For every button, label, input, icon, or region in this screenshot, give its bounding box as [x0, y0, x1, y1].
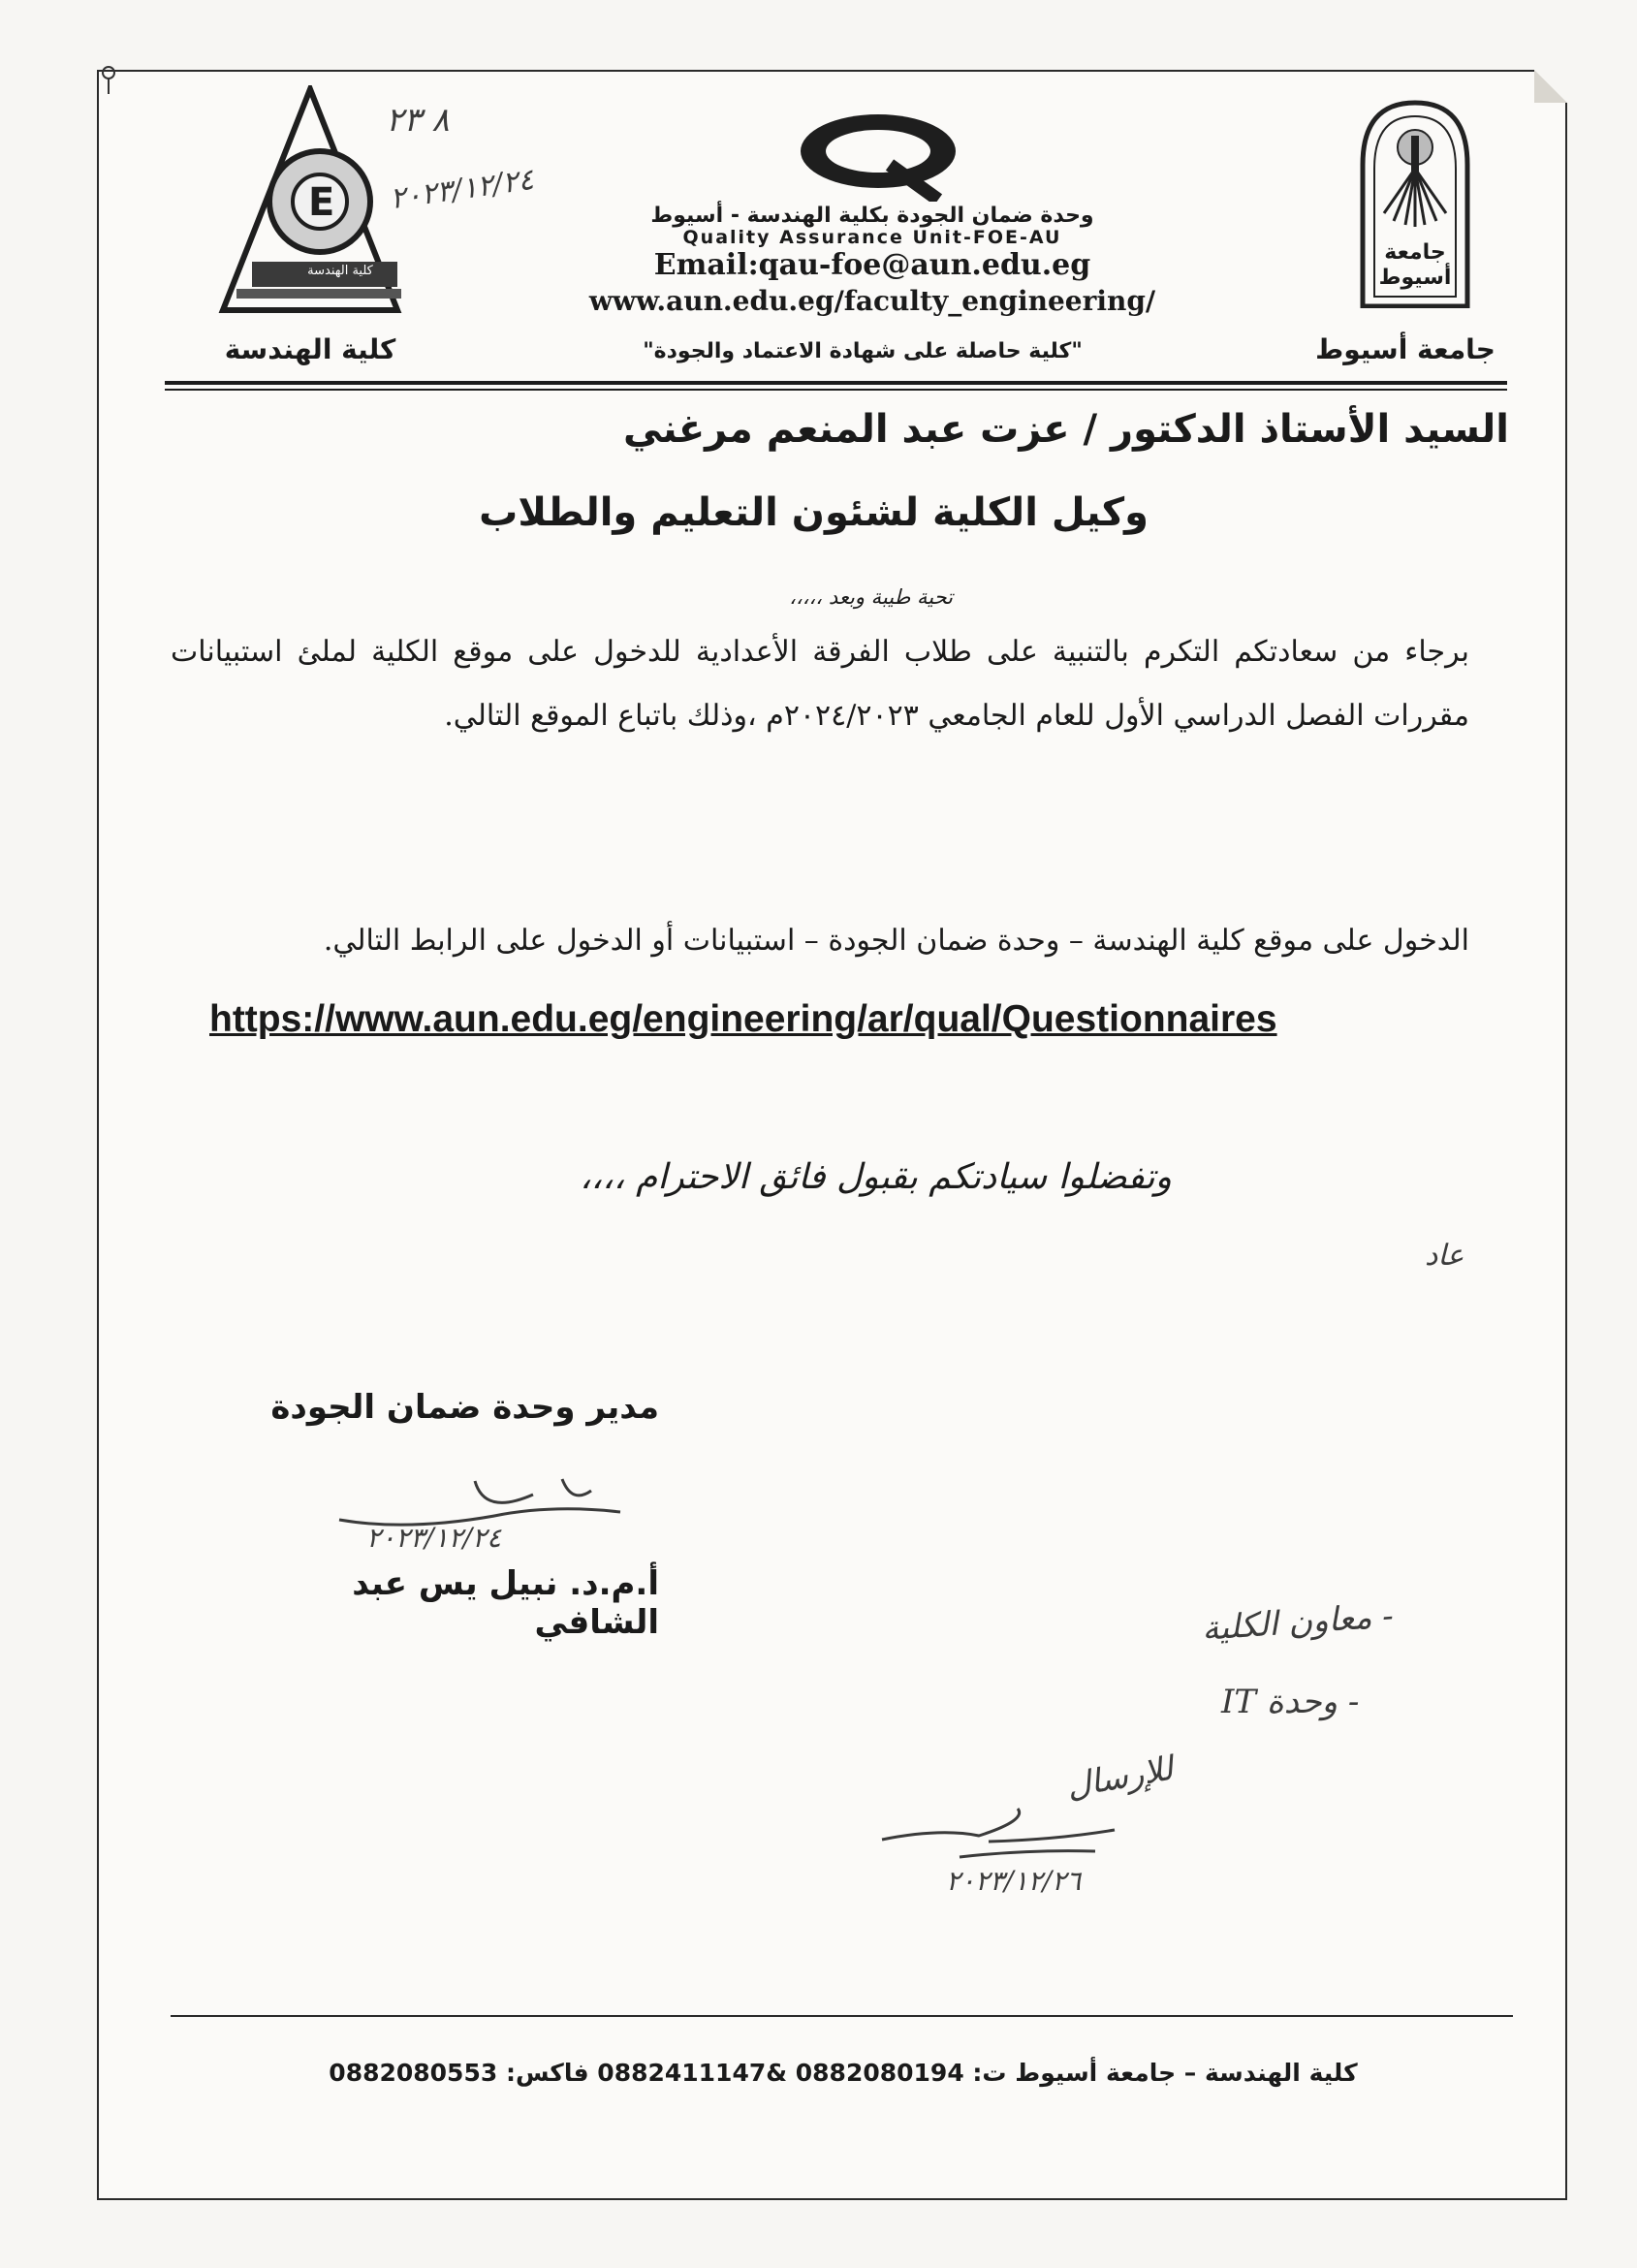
unit-email: Email:qau-foe@aun.edu.eg	[653, 248, 1091, 282]
pin-icon	[100, 66, 117, 95]
header-rule	[165, 381, 1507, 385]
unit-name-english: Quality Assurance Unit-FOE-AU	[682, 227, 1062, 248]
body-paragraph: برجاء من سعادتكم التكرم بالتنبية على طلاب الفرقة الأعدادية للدخول على موقع الكلية لملئ استبيانات مقررات الفصل الدراسي الأول للعام الجامعي ٢٠٢٤/٢٠٢٣م ،وذلك باتباع الموقع التالي.	[171, 635, 1469, 733]
faculty-website: www.aun.edu.eg/faculty_engineering/	[588, 285, 1156, 317]
annotation-date: ٢٠٢٣/١٢/٢٦	[946, 1865, 1082, 1897]
footer-contact: كلية الهندسة – جامعة أسيوط ت: 0882080194 &0882411147 فاكس: 0882080553	[329, 2059, 1358, 2087]
signature-name: أ.م.د. نبيل يس عبد الشافي	[352, 1564, 659, 1642]
handwritten-reference-date: ٢٠٢٣/١٢/٢٤	[388, 162, 536, 217]
signature-title: مدير وحدة ضمان الجودة	[270, 1388, 659, 1427]
quality-assurance-logo	[793, 109, 963, 202]
questionnaires-link[interactable]: https://www.aun.edu.eg/engineering/ar/qual/Questionnaires	[209, 998, 1277, 1040]
svg-text:E: E	[308, 180, 335, 225]
greeting: تحية طيبة وبعد ،،،،،	[789, 585, 953, 609]
university-logo	[1355, 97, 1475, 308]
footer-rule	[171, 2015, 1513, 2017]
faculty-logo-text: كلية الهندسة	[307, 264, 373, 278]
annotation-line-2: - وحدة IT	[1221, 1683, 1360, 1721]
side-note: عاد	[1425, 1239, 1464, 1273]
unit-name-arabic: وحدة ضمان الجودة بكلية الهندسة - أسيوط	[650, 204, 1094, 228]
annotation-line-3: للإرسال	[1063, 1748, 1177, 1807]
faculty-label: كلية الهندسة	[224, 333, 396, 365]
university-logo-text: جامعة أسيوط	[1378, 240, 1452, 290]
faculty-logo	[213, 85, 407, 318]
annotation-signature	[872, 1801, 1124, 1869]
addressee-title: وكيل الكلية لشئون التعليم والطلاب	[479, 490, 1149, 535]
header-rule-thin	[165, 389, 1507, 391]
instructions-paragraph: الدخول على موقع كلية الهندسة – وحدة ضمان الجودة – استبيانات أو الدخول على الرابط التالي.	[323, 924, 1469, 958]
closing-line: وتفضلوا سيادتكم بقبول فائق الاحترام ،،،،	[580, 1157, 1172, 1197]
annotation-line-1: - معاون الكلية	[1200, 1596, 1395, 1649]
page-fold-corner	[1534, 70, 1567, 103]
signature-date: ٢٠٢٣/١٢/٢٤	[366, 1522, 502, 1554]
university-label: جامعة أسيوط	[1315, 333, 1495, 365]
addressee-name: السيد الأستاذ الدكتور / عزت عبد المنعم مرغني	[623, 407, 1509, 452]
handwritten-reference: ٨ ٢٣	[386, 101, 450, 140]
accreditation-motto: "كلية حاصلة على شهادة الاعتماد والجودة"	[643, 339, 1083, 363]
